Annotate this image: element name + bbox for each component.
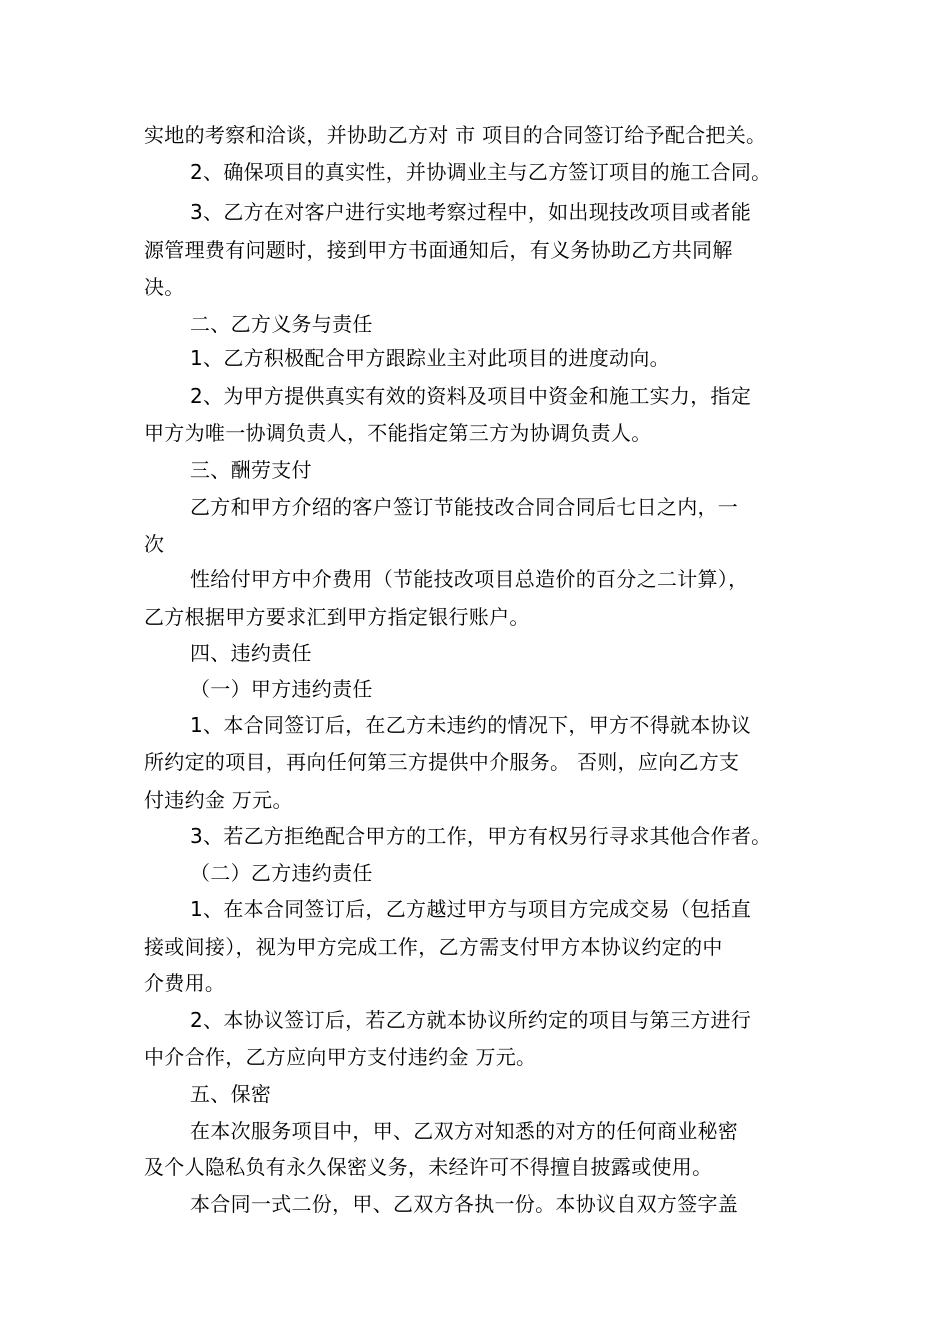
text-line: 2、为甲方提供真实有效的资料及项目中资金和施工实力，指定 (190, 384, 752, 408)
text-line: 1、在本合同签订后，乙方越过甲方与项目方完成交易（包括直 (190, 897, 752, 921)
text-line: 甲方为唯一协调负责人，不能指定第三方为协调负责人。 (144, 421, 652, 445)
text-line: 乙方和甲方介绍的客户签订节能技改合同合同后七日之内，一 (190, 495, 739, 519)
text-line: 1、乙方积极配合甲方跟踪业主对此项目的进度动向。 (190, 346, 670, 370)
text-line: 中介合作，乙方应向甲方支付违约金 万元。 (144, 1045, 537, 1069)
section-heading: 二、乙方义务与责任 (190, 312, 373, 336)
section-heading: 四、违约责任 (190, 641, 312, 665)
section-heading: 五、保密 (190, 1082, 272, 1106)
text-line: 3、乙方在对客户进行实地考察过程中，如出现技改项目或者能 (190, 200, 752, 224)
text-line: 源管理费有问题时，接到甲方书面通知后，有义务协助乙方共同解 (144, 238, 733, 262)
text-line: 介费用。 (144, 971, 226, 995)
text-line: 实地的考察和洽谈，并协助乙方对 市 项目的合同签订给予配合把关。 (144, 123, 767, 147)
text-line: 1、本合同签订后，在乙方未违约的情况下，甲方不得就本协议 (190, 713, 752, 737)
text-line: 2、确保项目的真实性，并协调业主与乙方签订项目的施工合同。 (190, 160, 772, 184)
text-line: 及个人隐私负有永久保密义务，未经许可不得擅自披露或使用。 (144, 1155, 713, 1179)
text-line: 决。 (144, 275, 185, 299)
text-line: 付违约金 万元。 (144, 788, 293, 812)
text-line: 乙方根据甲方要求汇到甲方指定银行账户。 (144, 605, 530, 629)
text-line: 所约定的项目，再向任何第三方提供中介服务。 否则，应向乙方支 (144, 750, 740, 774)
text-line: 次 (144, 532, 165, 556)
subsection-heading: （一）甲方违约责任 (190, 677, 373, 701)
text-line: 在本次服务项目中，甲、乙双方对知悉的对方的任何商业秘密 (190, 1119, 739, 1143)
section-heading: 三、酬劳支付 (190, 458, 312, 482)
text-line: 性给付甲方中介费用（节能技改项目总造价的百分之二计算）， (190, 567, 749, 591)
text-line: 2、本协议签订后，若乙方就本协议所约定的项目与第三方进行 (190, 1008, 752, 1032)
text-line: 接或间接），视为甲方完成工作，乙方需支付甲方本协议约定的中 (144, 935, 723, 959)
subsection-heading: （二）乙方违约责任 (190, 861, 373, 885)
text-line: 本合同一式二份，甲、乙双方各执一份。本协议自双方签字盖 (190, 1192, 739, 1216)
text-line: 3、若乙方拒绝配合甲方的工作，甲方有权另行寻求其他合作者。 (190, 824, 772, 848)
